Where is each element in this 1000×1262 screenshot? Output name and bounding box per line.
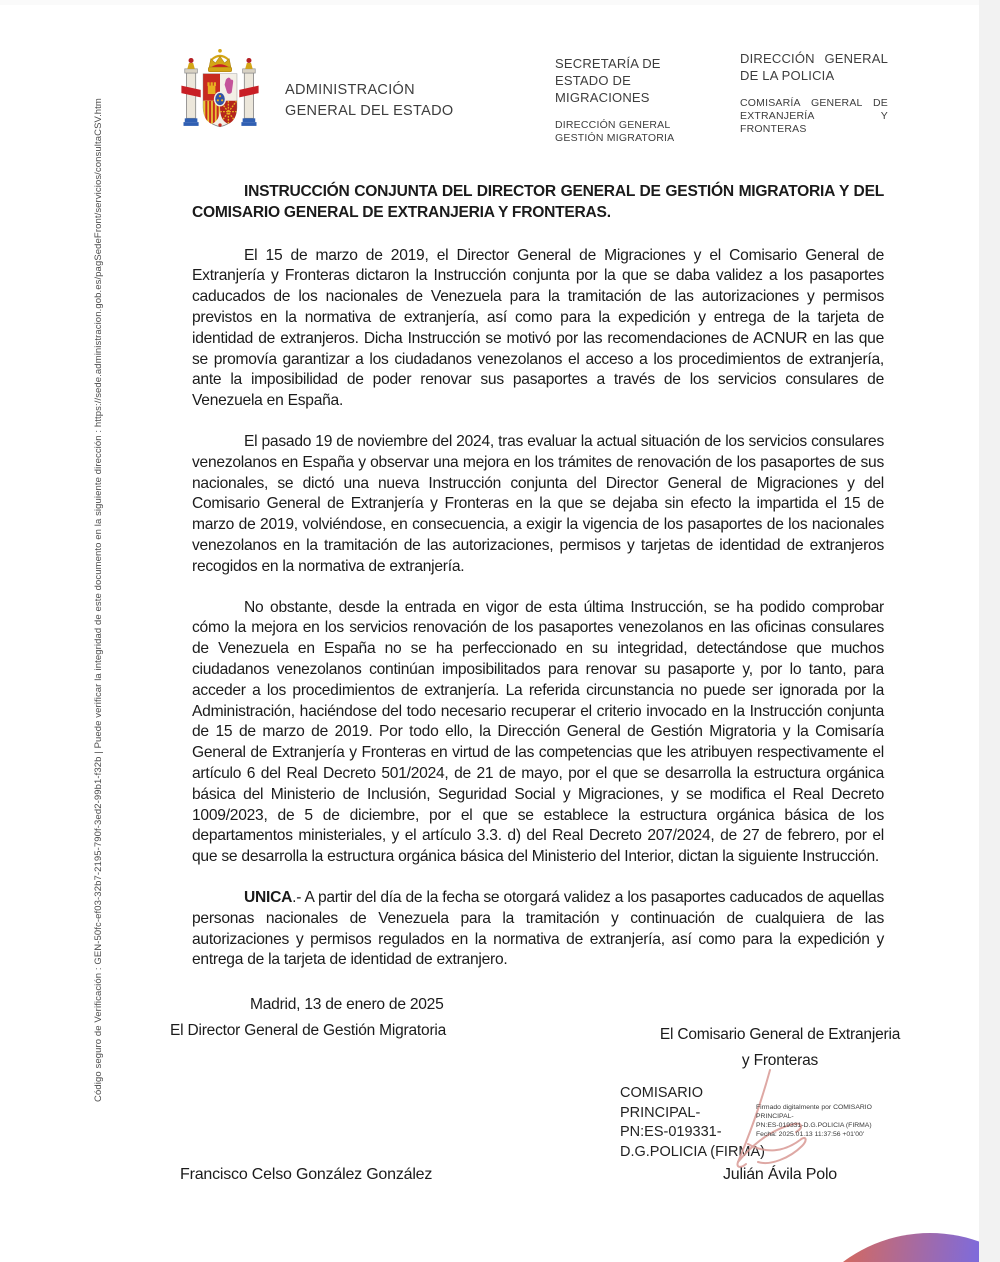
migrations-office-label: [555, 55, 717, 145]
document-body: [192, 182, 884, 1016]
signature-title-right-line1: El Comisario General de Extranjeria: [659, 1026, 901, 1043]
unica-text: .- A partir del día de la fecha se otorgará validez a los pasaportes caducados de aquellas personas nacionales de Venezuela para la tramitación y continuación de cualquiera de las autorizaciones y permisos regulados en la normativa de extranjería, así como para la expedición y entrega de la tarjeta de identidad de extranjero.: [192, 888, 884, 969]
verification-code-vertical: Código seguro de Verificación : GEN-50fc-ef03-32b7-2195-790f-3ed2-99b1-f32b | Puede verificar la integridad de este documento en la siguiente dirección : https://sede.administracion.gob.es/pagSedeFront/servicios/consultaCSV.htm: [93, 98, 104, 1102]
digital-certificate-line: D.G.POLICIA (FIRMA): [620, 1143, 766, 1160]
administration-line1: ADMINISTRACIÓN: [285, 82, 415, 98]
migrations-office-sub: DIRECCIÓN GENERAL GESTIÓN MIGRATORIA: [555, 119, 675, 144]
administration-label: [285, 80, 453, 122]
spain-coat-of-arms-icon: [178, 42, 262, 141]
signature-title-left: El Director General de Gestión Migratoria: [170, 1022, 447, 1039]
digital-certificate-line: PRINCIPAL-: [620, 1104, 701, 1121]
signature-title-right-line2: y Fronteras: [741, 1052, 819, 1069]
gradient-fab[interactable]: [785, 1233, 1000, 1262]
dateline: Madrid, 13 de enero de 2025: [250, 996, 444, 1014]
document-title: INSTRUCCIÓN CONJUNTA DEL DIRECTOR GENERAL DE GESTIÓN MIGRATORIA Y DEL COMISARIO GENERAL DE EXTRANJERIA Y FRONTERAS.: [192, 183, 884, 221]
digital-signature-detail-line: Firmado digitalmente por COMISARIO PRINCIPAL-: [756, 1104, 872, 1120]
unica-label: UNICA: [244, 888, 293, 906]
police-office-sub: COMISARÍA GENERAL DE EXTRANJERÍA Y FRONTERAS: [740, 97, 888, 135]
digital-signature-detail-line: PN:ES-019331-D.G.POLICIA (FIRMA): [756, 1122, 872, 1129]
top-edge-strip: [0, 0, 1000, 5]
police-office-main: DIRECCIÓN GENERAL DE LA POLICIA: [740, 51, 888, 83]
administration-line2: GENERAL DEL ESTADO: [285, 103, 454, 119]
digital-signature-detail-line: Fecha: 2025.01.13 11:37:56 +01'00': [756, 1131, 865, 1138]
body-paragraph-2: El pasado 19 de noviembre del 2024, tras evaluar la actual situación de los servicios consulares venezolanos en España y observar una mejora en los trámites de renovación de los pasaportes de sus nacionales, se dictó una nueva Instrucción conjunta del Director General de Migraciones y del Comisario General de Extranjería y Fronteras en la que se dejaba sin efecto la impartida el 15 de marzo de 2019, volviéndose, en consecuencia, a exigir la vigencia de los pasaportes de los nacionales venezolanos en la tramitación de las autorizaciones, permisos y tarjetas de identidad de extranjeros recogidos en la normativa de extranjería.: [192, 432, 884, 575]
migrations-office-main: SECRETARÍA DE ESTADO DE MIGRACIONES: [555, 56, 661, 105]
digital-certificate-line: PN:ES-019331-: [620, 1124, 722, 1140]
digital-signature-details: [756, 1103, 906, 1139]
unica-clause: [192, 888, 884, 971]
body-paragraph-1: El 15 de marzo de 2019, el Director General de Migraciones y el Comisario General de Extranjería y Fronteras dictaron la Instrucción conjunta por la que se daba validez a los pasaportes caducados de los nacionales de Venezuela para la tramitación de las autorizaciones y permisos previstos en la normativa de extranjería, así como para la expedición y entrega de la tarjeta de identidad de extranjeros. Dicha Instrucción se motivó por las recomendaciones de ACNUR en las que se promovía garantizar a los ciudadanos venezolanos el acceso a los procedimientos de extranjería, ante la imposibilidad de poder renovar sus pasaportes a través de los servicios consulares de Venezuela en España.: [192, 246, 884, 410]
digital-certificate-line: COMISARIO: [620, 1085, 703, 1101]
right-edge-strip: [979, 0, 1000, 1262]
body-paragraph-3: No obstante, desde la entrada en vigor de esta última Instrucción, se ha podido comprobar cómo la mejora en los servicios renovación de los pasaportes venezolanos en las oficinas consulares de Venezuela en España no se ha perfeccionado en su integridad, detectándose que muchos ciudadanos venezolanos continúan imposibilitados para renovar su pasaporte y, por lo tanto, para acceder a los procedimientos de extranjería. La referida circunstancia no puede ser ignorada por la Administración, haciéndose del todo necesario recuperar el criterio invocado en la Instrucción conjunta de 15 de marzo de 2019. Por todo ello, la Dirección General de Gestión Migratoria y la Comisaría General de Extranjería y Fronteras en virtud de las competencias que les atribuyen respectivamente el artículo 6 del Real Decreto 501/2024, de 21 de mayo, por el que se desarrolla la estructura orgánica básica del Ministerio de Inclusión, Seguridad Social y Migraciones, y se modifica el Real Decreto 1009/2023, de 5 de diciembre, por el que se establece la estructura orgánica básica de los departamentos ministeriales, y el artículo 3.3. d) del Real Decreto 207/2024, de 27 de febrero, por el que se desarrolla la estructura orgánica básica del Ministerio del Interior, dictan la siguiente Instrucción.: [192, 598, 884, 866]
signatory-name-left: Francisco Celso González González: [180, 1166, 433, 1183]
signatory-name-right: Julián Ávila Polo: [723, 1166, 837, 1183]
police-office-label: [740, 50, 888, 136]
